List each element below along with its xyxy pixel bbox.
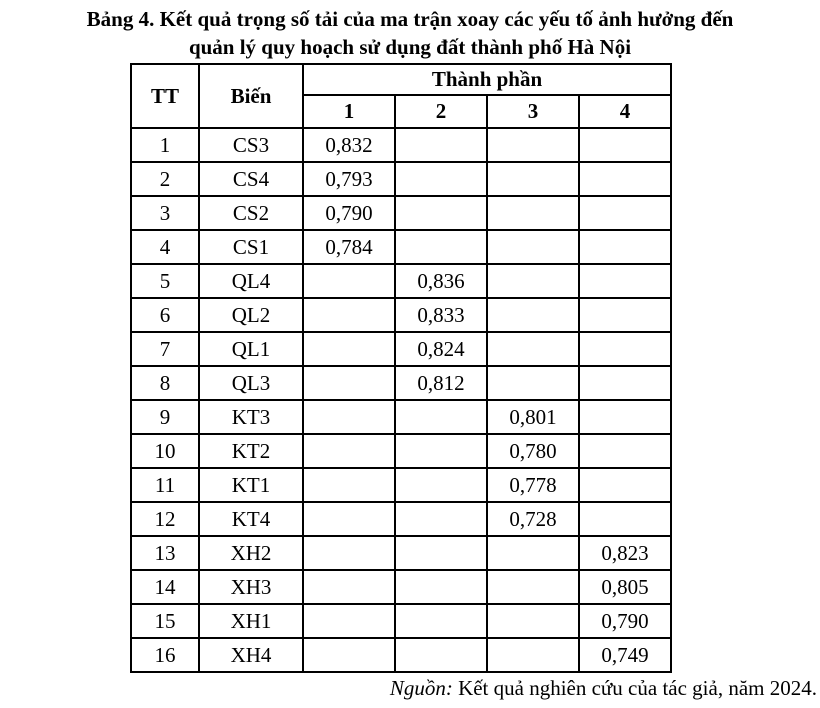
table-row bbox=[131, 468, 671, 502]
loading-cell-4 bbox=[579, 230, 671, 264]
loading-cell-3 bbox=[487, 230, 579, 264]
loading-cell-2 bbox=[395, 196, 487, 230]
loading-cell-2 bbox=[395, 570, 487, 604]
loading-cell-4: 0,790 bbox=[579, 604, 671, 638]
loading-cell-2 bbox=[395, 162, 487, 196]
table-row bbox=[131, 366, 671, 400]
loading-cell-1: 0,793 bbox=[303, 162, 395, 196]
loading-cell-2: 0,833 bbox=[395, 298, 487, 332]
loading-cell-2: 0,812 bbox=[395, 366, 487, 400]
table-row bbox=[131, 502, 671, 536]
header-component-3: 3 bbox=[487, 95, 579, 128]
loading-cell-2 bbox=[395, 128, 487, 162]
loading-cell-3 bbox=[487, 298, 579, 332]
loading-cell-2: 0,824 bbox=[395, 332, 487, 366]
row-tt-cell: 4 bbox=[131, 230, 199, 264]
table-body bbox=[131, 128, 671, 672]
loading-cell-2 bbox=[395, 536, 487, 570]
loading-cell-1 bbox=[303, 638, 395, 672]
row-tt-cell: 12 bbox=[131, 502, 199, 536]
loading-cell-4 bbox=[579, 332, 671, 366]
loading-cell-4: 0,749 bbox=[579, 638, 671, 672]
header-tt: TT bbox=[131, 64, 199, 128]
loading-cell-1 bbox=[303, 434, 395, 468]
table-row bbox=[131, 400, 671, 434]
row-variable-cell: QL3 bbox=[199, 366, 303, 400]
header-component-group: Thành phần bbox=[303, 64, 671, 95]
row-variable-cell: CS3 bbox=[199, 128, 303, 162]
table-row bbox=[131, 570, 671, 604]
loading-cell-1: 0,784 bbox=[303, 230, 395, 264]
loading-cell-1 bbox=[303, 468, 395, 502]
row-tt-cell: 14 bbox=[131, 570, 199, 604]
row-variable-cell: QL1 bbox=[199, 332, 303, 366]
loading-cell-3 bbox=[487, 604, 579, 638]
loading-cell-4 bbox=[579, 502, 671, 536]
table-row bbox=[131, 230, 671, 264]
row-tt-cell: 10 bbox=[131, 434, 199, 468]
header-row-top bbox=[131, 64, 671, 95]
loading-cell-1 bbox=[303, 332, 395, 366]
loading-cell-2 bbox=[395, 468, 487, 502]
loading-cell-3: 0,780 bbox=[487, 434, 579, 468]
table-row bbox=[131, 264, 671, 298]
row-variable-cell: KT2 bbox=[199, 434, 303, 468]
table-title-line-1: Bảng 4. Kết quả trọng số tải của ma trận xoay các yếu tố ảnh hưởng đến bbox=[86, 7, 734, 31]
row-variable-cell: KT4 bbox=[199, 502, 303, 536]
row-tt-cell: 2 bbox=[131, 162, 199, 196]
loading-cell-4 bbox=[579, 162, 671, 196]
row-tt-cell: 7 bbox=[131, 332, 199, 366]
row-tt-cell: 15 bbox=[131, 604, 199, 638]
header-component-2: 2 bbox=[395, 95, 487, 128]
loading-cell-3 bbox=[487, 366, 579, 400]
table-row bbox=[131, 638, 671, 672]
row-variable-cell: XH3 bbox=[199, 570, 303, 604]
loading-cell-4 bbox=[579, 264, 671, 298]
row-tt-cell: 5 bbox=[131, 264, 199, 298]
source-label: Nguồn: bbox=[389, 676, 453, 700]
table-title bbox=[0, 5, 820, 61]
table-row bbox=[131, 196, 671, 230]
loading-cell-2 bbox=[395, 502, 487, 536]
loading-cell-1 bbox=[303, 298, 395, 332]
loading-cell-1 bbox=[303, 570, 395, 604]
table-title-line-2: quản lý quy hoạch sử dụng đất thành phố Hà Nội bbox=[188, 35, 632, 59]
row-variable-cell: CS4 bbox=[199, 162, 303, 196]
loading-cell-3 bbox=[487, 162, 579, 196]
loading-cell-2 bbox=[395, 434, 487, 468]
row-tt-cell: 13 bbox=[131, 536, 199, 570]
loading-cell-2 bbox=[395, 400, 487, 434]
loading-cell-2 bbox=[395, 604, 487, 638]
loading-cell-1: 0,790 bbox=[303, 196, 395, 230]
loading-cell-3: 0,728 bbox=[487, 502, 579, 536]
loading-cell-4: 0,823 bbox=[579, 536, 671, 570]
source-text: Kết quả nghiên cứu của tác giả, năm 2024. bbox=[452, 676, 817, 700]
row-variable-cell: XH2 bbox=[199, 536, 303, 570]
row-variable-cell: XH4 bbox=[199, 638, 303, 672]
loading-cell-1: 0,832 bbox=[303, 128, 395, 162]
loading-cell-4: 0,805 bbox=[579, 570, 671, 604]
loading-cell-4 bbox=[579, 366, 671, 400]
loading-cell-3 bbox=[487, 332, 579, 366]
loading-cell-4 bbox=[579, 298, 671, 332]
source-note bbox=[390, 674, 817, 702]
loading-cell-1 bbox=[303, 604, 395, 638]
table-row bbox=[131, 604, 671, 638]
loading-cell-3 bbox=[487, 638, 579, 672]
loading-cell-3 bbox=[487, 128, 579, 162]
table-row bbox=[131, 162, 671, 196]
loading-cell-4 bbox=[579, 128, 671, 162]
loading-cell-1 bbox=[303, 502, 395, 536]
row-variable-cell: QL2 bbox=[199, 298, 303, 332]
header-variable: Biến bbox=[199, 64, 303, 128]
loading-cell-2 bbox=[395, 638, 487, 672]
loading-cell-1 bbox=[303, 264, 395, 298]
loading-cell-3: 0,801 bbox=[487, 400, 579, 434]
row-tt-cell: 16 bbox=[131, 638, 199, 672]
loading-cell-1 bbox=[303, 536, 395, 570]
loading-cell-3 bbox=[487, 536, 579, 570]
header-component-1: 1 bbox=[303, 95, 395, 128]
loading-cell-2: 0,836 bbox=[395, 264, 487, 298]
loading-cell-1 bbox=[303, 400, 395, 434]
loading-cell-4 bbox=[579, 434, 671, 468]
row-variable-cell: CS1 bbox=[199, 230, 303, 264]
header-component-4: 4 bbox=[579, 95, 671, 128]
row-variable-cell: KT3 bbox=[199, 400, 303, 434]
loading-cell-3: 0,778 bbox=[487, 468, 579, 502]
table-row bbox=[131, 332, 671, 366]
table-row bbox=[131, 536, 671, 570]
loading-cell-4 bbox=[579, 196, 671, 230]
rotated-component-matrix-table bbox=[130, 63, 672, 673]
row-variable-cell: CS2 bbox=[199, 196, 303, 230]
row-tt-cell: 11 bbox=[131, 468, 199, 502]
row-tt-cell: 9 bbox=[131, 400, 199, 434]
loading-cell-1 bbox=[303, 366, 395, 400]
row-tt-cell: 6 bbox=[131, 298, 199, 332]
row-tt-cell: 3 bbox=[131, 196, 199, 230]
table-header bbox=[131, 64, 671, 128]
row-tt-cell: 1 bbox=[131, 128, 199, 162]
row-variable-cell: QL4 bbox=[199, 264, 303, 298]
loading-cell-3 bbox=[487, 570, 579, 604]
table-row bbox=[131, 128, 671, 162]
loading-cell-4 bbox=[579, 400, 671, 434]
table-row bbox=[131, 298, 671, 332]
loading-cell-2 bbox=[395, 230, 487, 264]
loading-cell-3 bbox=[487, 196, 579, 230]
table-row bbox=[131, 434, 671, 468]
row-variable-cell: XH1 bbox=[199, 604, 303, 638]
row-tt-cell: 8 bbox=[131, 366, 199, 400]
row-variable-cell: KT1 bbox=[199, 468, 303, 502]
loading-cell-4 bbox=[579, 468, 671, 502]
loading-cell-3 bbox=[487, 264, 579, 298]
